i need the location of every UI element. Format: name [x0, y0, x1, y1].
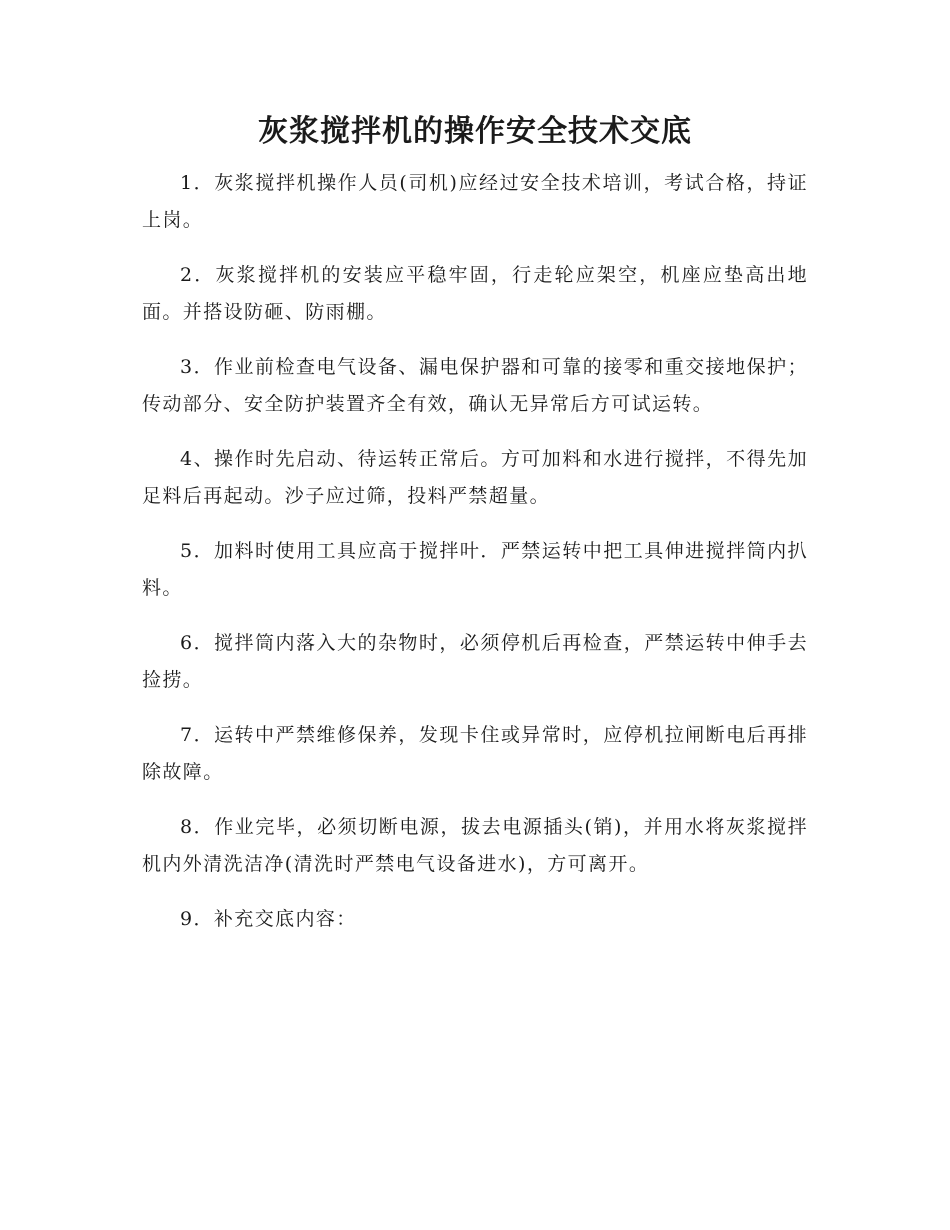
document-body — [142, 165, 808, 956]
paragraph-7: 7．运转中严禁维修保养，发现卡住或异常时，应停机拉闸断电后再排除故障。 — [142, 724, 808, 783]
paragraph-6: 6．搅拌筒内落入大的杂物时，必须停机后再检查，严禁运转中伸手去捡捞。 — [142, 632, 808, 691]
paragraph-3: 3．作业前检查电气设备、漏电保护器和可靠的接零和重交接地保护；传动部分、安全防护装置齐全有效，确认无异常后方可试运转。 — [142, 356, 808, 415]
paragraph-2: 2．灰浆搅拌机的安装应平稳牢固，行走轮应架空，机座应垫高出地面。并搭设防砸、防雨棚。 — [142, 264, 808, 323]
document-title: 灰浆搅拌机的操作安全技术交底 — [258, 114, 692, 149]
paragraph-5: 5．加料时使用工具应高于搅拌叶．严禁运转中把工具伸进搅拌筒内扒料。 — [142, 540, 808, 599]
paragraph-4: 4、操作时先启动、待运转正常后。方可加料和水进行搅拌，不得先加足料后再起动。沙子应过筛，投料严禁超量。 — [142, 448, 808, 507]
paragraph-9: 9．补充交底内容： — [180, 908, 357, 930]
paragraph-1: 1．灰浆搅拌机操作人员(司机)应经过安全技术培训，考试合格，持证上岗。 — [142, 172, 808, 231]
paragraph-8: 8．作业完毕，必须切断电源，拔去电源插头(销)，并用水将灰浆搅拌机内外清洗洁净(清洗时严禁电气设备进水)，方可离开。 — [142, 816, 808, 875]
